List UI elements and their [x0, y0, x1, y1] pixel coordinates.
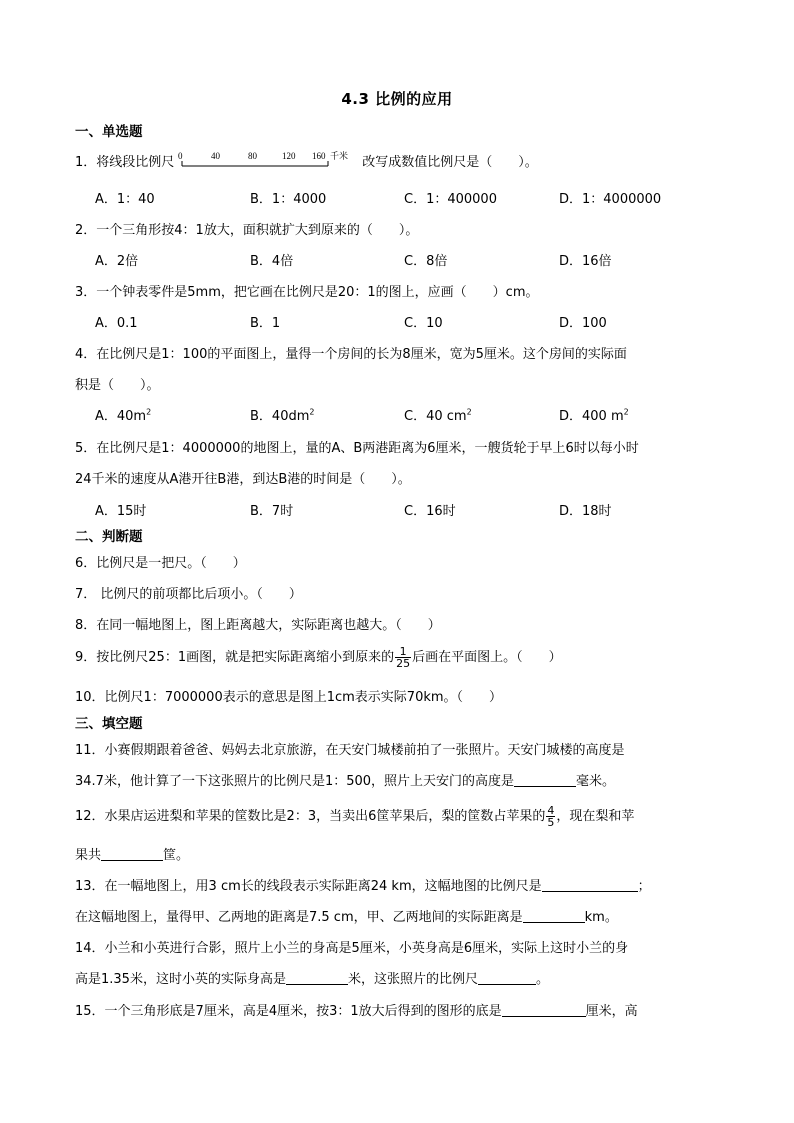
q5-option-b: B．7时	[250, 504, 294, 519]
question-11-line-1: 11．小赛假期跟着爸爸、妈妈去北京旅游，在天安门城楼前拍了一张照片。天安门城楼的高度是	[75, 743, 625, 758]
ruler-tick-120: 120	[282, 151, 296, 161]
ruler-tick-160: 160	[312, 151, 326, 161]
question-4-line-1: 4．在比例尺是1：100的平面图上，量得一个房间的长为8厘米，宽为5厘米。这个房间的实际面	[75, 347, 627, 362]
question-4-line-2: 积是（ ）。	[75, 378, 160, 393]
q3-option-a: A．0.1	[95, 316, 138, 331]
line-scale-ruler	[178, 150, 358, 176]
q2-option-b: B．4倍	[250, 254, 294, 269]
q3-option-b: B．1	[250, 316, 281, 331]
q1-option-a: A．1：40	[95, 192, 155, 207]
q2-option-a: A．2倍	[95, 254, 139, 269]
question-12-line-2: 果共 筐。	[75, 848, 190, 863]
question-12-line-1: 12．水果店运进梨和苹果的筐数比是2：3，当卖出6筐苹果后，梨的筐数占苹果的 $\frac{4}{5}$ ，现在梨和苹	[75, 804, 635, 829]
question-13-line-2: 在这幅地图上，量得甲、乙两地的距离是7.5 cm，甲、乙两地间的实际距离是 km。	[75, 910, 618, 925]
q5-option-a: A．15时	[95, 504, 147, 519]
fraction-4-5: $\frac{4}{5}$	[547, 804, 555, 829]
q14-scale-blank[interactable]	[478, 971, 536, 985]
q15-base-blank[interactable]	[502, 1003, 586, 1017]
question-9-text-post: 后画在平面图上。（ ）	[412, 650, 562, 665]
ruler-graphic	[178, 150, 358, 172]
ruler-tick-0: 0	[178, 151, 183, 161]
q3-option-d: D．100	[559, 316, 607, 331]
q4-option-a: A．$40m^2$	[95, 407, 152, 424]
question-10: 10．比例尺1：7000000表示的意思是图上1cm表示实际70km。（ ）	[75, 690, 503, 705]
q4-option-d: D．400 $m^2$	[559, 407, 629, 424]
q4-option-b: B．$40dm^2$	[250, 407, 315, 424]
section-heading-fill-in: 三、填空题	[75, 716, 143, 732]
question-14-line-2: 高是1.35米，这时小英的实际身高是 米，这张照片的比例尺 。	[75, 972, 549, 987]
question-13-line-1: 13．在一幅地图上，用3 cm长的线段表示实际距离24 km，这幅地图的比例尺是 ；	[75, 879, 651, 894]
q2-option-d: D．16倍	[559, 254, 612, 269]
q5-option-d: D．18时	[559, 504, 612, 519]
question-1-text-post: 改写成数值比例尺是（ ）。	[362, 155, 538, 170]
question-5-line-2: 24千米的速度从A港开往B港，到达B港的时间是（ ）。	[75, 472, 411, 487]
question-1-text-pre: 1．将线段比例尺	[75, 155, 175, 170]
q14-height-blank[interactable]	[286, 971, 348, 985]
question-5-line-1: 5．在比例尺是1：4000000的地图上，量的A、B两港距离为6厘米，一艘货轮于早上6时以每小时	[75, 441, 639, 456]
ruler-unit: 千米	[330, 152, 349, 162]
q1-option-c: C．1：400000	[404, 192, 497, 207]
q11-answer-blank[interactable]	[514, 773, 576, 787]
page-title: 4.3 比例的应用	[341, 90, 453, 108]
section-heading-true-false: 二、判断题	[75, 529, 143, 545]
q13-distance-blank[interactable]	[523, 909, 585, 923]
q2-option-c: C．8倍	[404, 254, 448, 269]
question-11-line-2: 34.7米，他计算了一下这张照片的比例尺是1：500，照片上天安门的高度是 毫米。	[75, 774, 616, 789]
q13-scale-blank[interactable]	[542, 878, 638, 892]
question-7: 7． 比例尺的前项都比后项小。（ ）	[75, 587, 302, 602]
question-9	[75, 646, 562, 669]
ruler-tick-80: 80	[248, 151, 258, 161]
question-2: 2．一个三角形按4：1放大，面积就扩大到原来的（ ）。	[75, 223, 419, 238]
question-3: 3．一个钟表零件是5mm，把它画在比例尺是20：1的图上，应画（ ）cm。	[75, 285, 539, 300]
question-6: 6．比例尺是一把尺。（ ）	[75, 556, 246, 571]
q1-option-d: D．1：4000000	[559, 192, 662, 207]
q1-option-b: B．1：4000	[250, 192, 327, 207]
q5-option-c: C．16时	[404, 504, 456, 519]
q3-option-c: C．10	[404, 316, 443, 331]
question-1	[75, 150, 538, 176]
question-15-line-1: 15．一个三角形底是7厘米，高是4厘米，按3：1放大后得到的图形的底是 厘米，高	[75, 1004, 638, 1019]
question-8: 8．在同一幅地图上，图上距离越大，实际距离也越大。（ ）	[75, 618, 441, 633]
section-heading-single-choice: 一、单选题	[75, 124, 143, 140]
question-9-text-pre: 9．按比例尺25：1画图，就是把实际距离缩小到原来的	[75, 650, 395, 665]
ruler-tick-40: 40	[211, 151, 221, 161]
q4-option-c: C．40 $cm^2$	[404, 407, 472, 424]
fraction-1-25: $\frac{1}{25}$	[396, 645, 411, 670]
question-14-line-1: 14．小兰和小英进行合影，照片上小兰的身高是5厘米，小英身高是6厘米，实际上这时小兰的身	[75, 941, 629, 956]
q12-answer-blank[interactable]	[101, 847, 163, 861]
